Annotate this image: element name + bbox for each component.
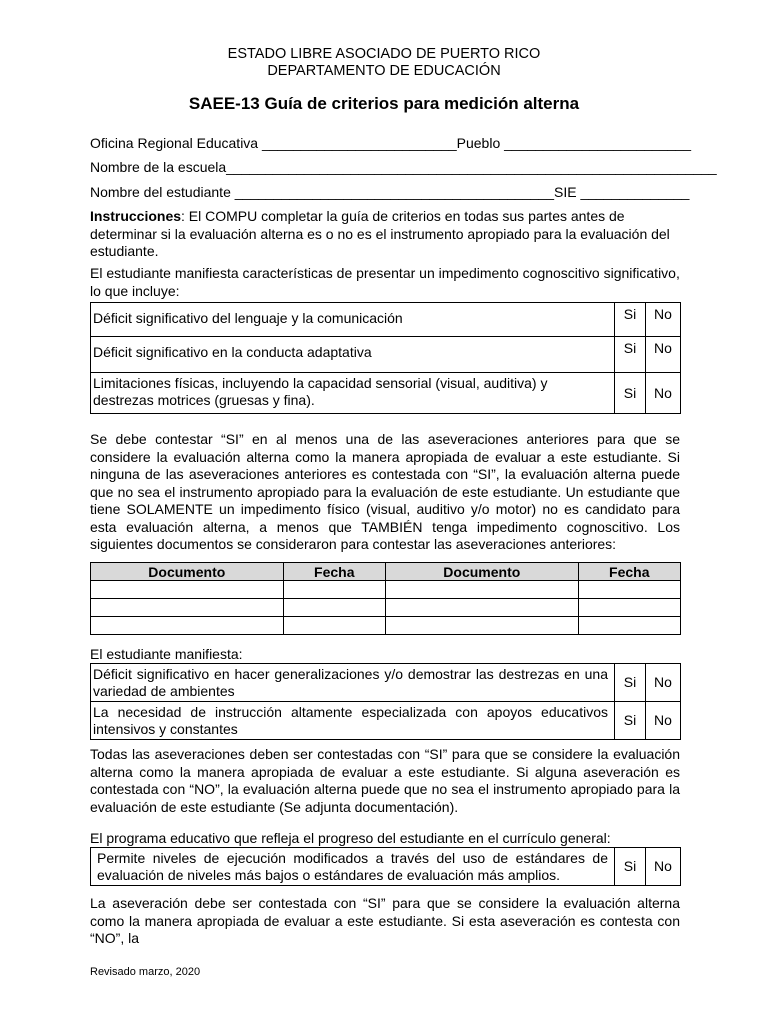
- table-row: [91, 581, 681, 599]
- docs-cell[interactable]: [283, 617, 385, 635]
- section2-note: Todas las aseveraciones deben ser contestadas con “SI” para que se considere la evaluación alterna como la manera apropiada de evaluar a este estudiante. Si alguna aseveración es contestada con “NO”, la evaluación alterna puede que no sea el instrumento apropiado para la evaluación de este estudiante (Se adjunta documentación).: [90, 746, 680, 815]
- docs-cell[interactable]: [578, 617, 680, 635]
- no-checkbox[interactable]: No: [646, 702, 681, 740]
- header-line-1: ESTADO LIBRE ASOCIADO DE PUERTO RICO: [227, 46, 541, 62]
- docs-cell[interactable]: [283, 599, 385, 617]
- criteria-row: [91, 702, 681, 740]
- instructions-label: Instrucciones: [90, 208, 182, 224]
- instructions-text: : El COMPU completar la guía de criterios en todas sus partes antes de determinar si la evaluación alterna es o no es el instrumento apropiado para la evaluación del estudiante.: [90, 208, 670, 259]
- field-oficina-regional[interactable]: Oficina Regional Educativa _________________________Pueblo ________________________: [90, 135, 691, 151]
- docs-header-documento: Documento: [385, 563, 578, 581]
- criteria-table-1: [90, 302, 681, 414]
- table-row: [91, 599, 681, 617]
- si-checkbox[interactable]: Si: [615, 337, 646, 373]
- page-title: SAEE-13 Guía de criterios para medición alterna: [188, 94, 580, 113]
- no-checkbox[interactable]: No: [646, 664, 681, 702]
- section1-intro: El estudiante manifiesta características de presentar un impedimento cognoscitivo significativo, lo que incluye:: [90, 265, 680, 299]
- docs-header-documento: Documento: [91, 563, 284, 581]
- criteria-text: Déficit significativo en hacer generalizaciones y/o demostrar las destrezas en una variedad de ambientes: [91, 664, 615, 702]
- footer-revision: Revisado marzo, 2020: [90, 966, 201, 978]
- docs-cell[interactable]: [578, 581, 680, 599]
- field-nombre-escuela[interactable]: Nombre de la escuela_______________________________________________________________: [90, 159, 717, 175]
- criteria-row: [91, 373, 681, 414]
- field-nombre-estudiante[interactable]: Nombre del estudiante _________________________________________SIE ______________: [90, 184, 690, 200]
- no-checkbox[interactable]: No: [646, 337, 681, 373]
- criteria-row: [91, 848, 681, 886]
- criteria-text: Permite niveles de ejecución modificados a través del uso de estándares de evaluación de niveles más bajos o estándares de evaluación más amplios.: [91, 848, 615, 886]
- criteria-row: [91, 303, 681, 337]
- docs-cell[interactable]: [385, 617, 578, 635]
- documents-table: [90, 562, 681, 635]
- docs-cell[interactable]: [385, 599, 578, 617]
- no-checkbox[interactable]: No: [646, 848, 681, 886]
- docs-cell[interactable]: [91, 581, 284, 599]
- docs-cell[interactable]: [385, 581, 578, 599]
- section1-note: Se debe contestar “SI” en al menos una de las aseveraciones anteriores para que se considere la evaluación alterna como la manera apropiada de evaluar a este estudiante. Si ninguna de las aseveraciones anteriores es contestada con “SI”, la evaluación alterna puede que no sea el instrumento apropiado para la evaluación de este estudiante. Un estudiante que tiene SOLAMENTE un impedimento físico (visual, auditivo y/o motor) no es candidato para esta evaluación alterna, a menos que TAMBIÉN tenga impedimento cognoscitivo. Los siguientes documentos se consideraron para contestar las aseveraciones anteriores:: [90, 431, 680, 552]
- header-line-2: DEPARTAMENTO DE EDUCACIÓN: [267, 63, 501, 79]
- criteria-row: [91, 664, 681, 702]
- docs-cell[interactable]: [91, 617, 284, 635]
- criteria-table-2: [90, 663, 681, 740]
- docs-header-fecha: Fecha: [283, 563, 385, 581]
- section3-intro: El programa educativo que refleja el progreso del estudiante en el currículo general:: [90, 830, 611, 846]
- docs-cell[interactable]: [91, 599, 284, 617]
- section3-note: La aseveración debe ser contestada con “SI” para que se considere la evaluación alterna como la manera apropiada de evaluar a este estudiante. Si esta aseveración es contesta con “NO”, la: [90, 895, 680, 946]
- si-checkbox[interactable]: Si: [615, 303, 646, 337]
- criteria-table-3: [90, 847, 681, 886]
- docs-cell[interactable]: [283, 581, 385, 599]
- criteria-text: La necesidad de instrucción altamente especializada con apoyos educativos intensivos y constantes: [91, 702, 615, 740]
- table-row: [91, 617, 681, 635]
- criteria-row: [91, 337, 681, 373]
- docs-cell[interactable]: [578, 599, 680, 617]
- si-checkbox[interactable]: Si: [615, 373, 646, 414]
- docs-header-fecha: Fecha: [578, 563, 680, 581]
- si-checkbox[interactable]: Si: [615, 848, 646, 886]
- section2-intro: El estudiante manifiesta:: [90, 646, 243, 662]
- si-checkbox[interactable]: Si: [615, 664, 646, 702]
- criteria-text: Déficit significativo en la conducta adaptativa: [91, 337, 615, 373]
- no-checkbox[interactable]: No: [646, 373, 681, 414]
- si-checkbox[interactable]: Si: [615, 702, 646, 740]
- criteria-text: Déficit significativo del lenguaje y la comunicación: [91, 303, 615, 337]
- no-checkbox[interactable]: No: [646, 303, 681, 337]
- instructions: [90, 208, 680, 261]
- criteria-text: Limitaciones físicas, incluyendo la capacidad sensorial (visual, auditiva) y destrezas motrices (gruesas y fina).: [91, 373, 615, 414]
